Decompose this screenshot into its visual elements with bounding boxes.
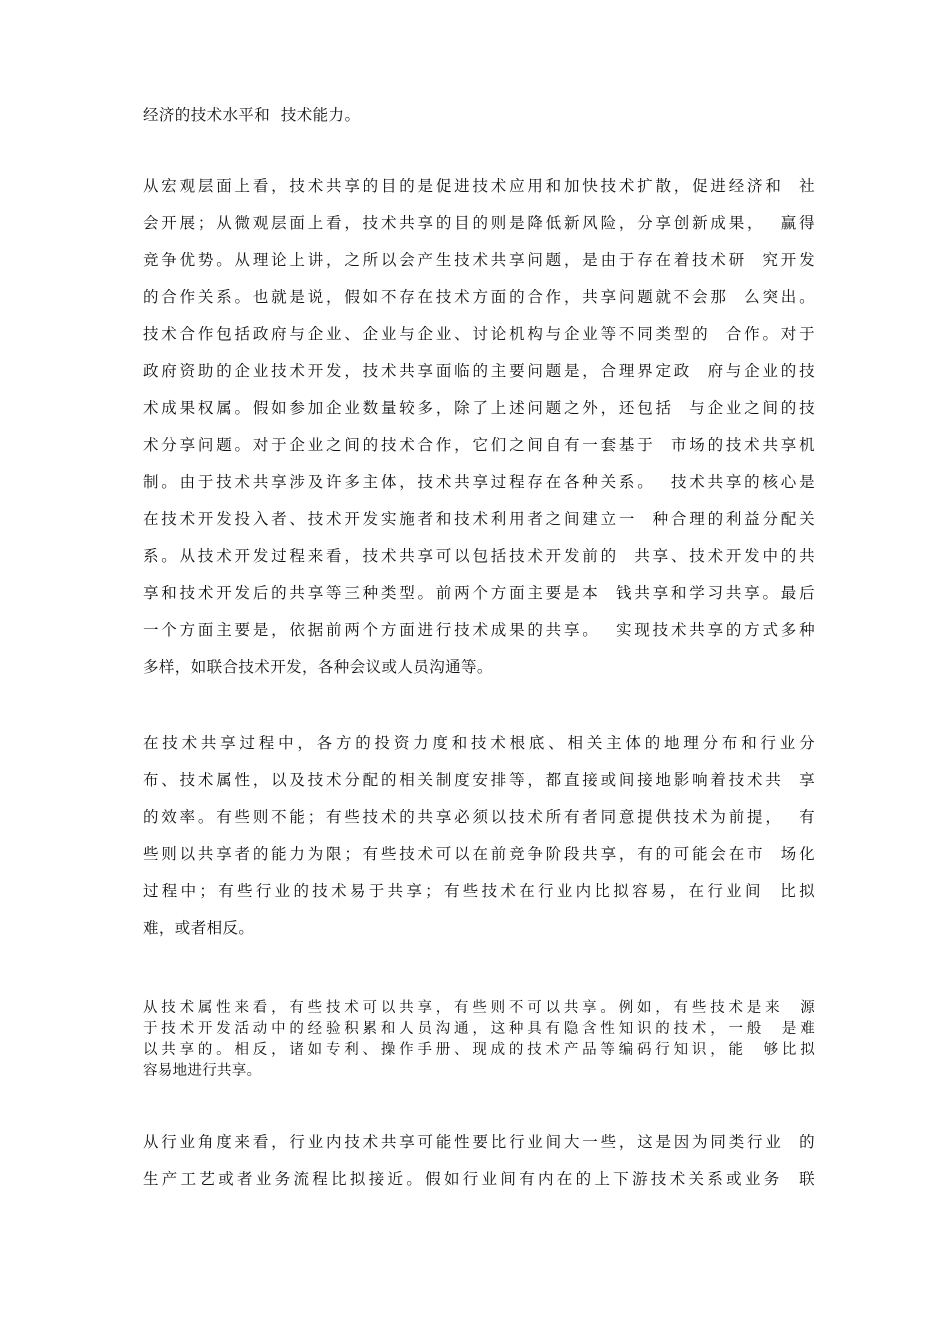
paragraph-3-line: 的效率。有些则不能；有些技术的共享必须以技术所有者同意提供技术为前提， 有 <box>143 808 815 826</box>
paragraph-2-line: 技术合作包括政府与企业、企业与企业、讨论机构与企业等不同类型的 合作。对于 <box>143 325 815 343</box>
paragraph-2-line: 在技术开发投入者、技术开发实施者和技术利用者之间建立一 种合理的利益分配关 <box>143 510 815 528</box>
paragraph-2-line: 一个方面主要是，依据前两个方面进行技术成果的共享。 实现技术共享的方式多种 <box>143 621 815 639</box>
paragraph-1-line: 经济的技术水平和 技术能力。 <box>143 106 361 124</box>
paragraph-3-line: 在技术共享过程中，各方的投资力度和技术根底、相关主体的地理分布和行业分 <box>143 734 815 752</box>
paragraph-2-line: 术成果权属。假如参加企业数量较多，除了上述问题之外，还包括 与企业之间的技 <box>143 399 815 417</box>
paragraph-5-line: 生产工艺或者业务流程比拟接近。假如行业间有内在的上下游技术关系或业务 联 <box>143 1170 815 1188</box>
paragraph-4-line: 容易地进行共享。 <box>143 1063 262 1079</box>
paragraph-3-line: 过程中；有些行业的技术易于共享；有些技术在行业内比拟容易，在行业间 比拟 <box>143 882 815 900</box>
paragraph-3-line: 布、技术属性，以及技术分配的相关制度安排等，都直接或间接地影响着技术共 享 <box>143 771 815 789</box>
paragraph-5-line: 从行业角度来看，行业内技术共享可能性要比行业间大一些，这是因为同类行业 的 <box>143 1133 815 1151</box>
paragraph-2-line: 制。由于技术共享涉及许多主体，技术共享过程存在各种关系。 技术共享的核心是 <box>143 473 815 491</box>
paragraph-2-line: 的合作关系。也就是说，假如不存在技术方面的合作，共享问题就不会那 么突出。 <box>143 288 815 306</box>
paragraph-4-line: 从技术属性来看，有些技术可以共享，有些则不可以共享。例如，有些技术是来 源 <box>143 1000 815 1016</box>
paragraph-2-line: 享和技术开发后的共享等三种类型。前两个方面主要是本 钱共享和学习共享。最后 <box>143 584 815 602</box>
paragraph-2-line: 竞争优势。从理论上讲，之所以会产生技术共享问题，是由于存在着技术研 究开发 <box>143 251 815 269</box>
paragraph-4-line: 于技术开发活动中的经验积累和人员沟通，这种具有隐含性知识的技术，一般 是难 <box>143 1021 815 1037</box>
paragraph-2-line: 政府资助的企业技术开发，技术共享面临的主要问题是，合理界定政 府与企业的技 <box>143 362 815 380</box>
paragraph-2-line: 会开展；从微观层面上看，技术共享的目的则是降低新风险，分享创新成果， 赢得 <box>143 214 815 232</box>
paragraph-4-line: 以共享的。相反，诸如专利、操作手册、现成的技术产品等编码行知识，能 够比拟 <box>143 1042 815 1058</box>
paragraph-2-line: 术分享问题。对于企业之间的技术合作，它们之间自有一套基于 市场的技术共享机 <box>143 436 815 454</box>
paragraph-2-line: 系。从技术开发过程来看，技术共享可以包括技术开发前的 共享、技术开发中的共 <box>143 547 815 565</box>
paragraph-3-line: 些则以共享者的能力为限；有些技术可以在前竞争阶段共享，有的可能会在市 场化 <box>143 845 815 863</box>
paragraph-2-line: 多样，如联合技术开发，各种会议或人员沟通等。 <box>143 658 493 676</box>
paragraph-3-line: 难，或者相反。 <box>143 919 255 937</box>
paragraph-2-line: 从宏观层面上看，技术共享的目的是促进技术应用和加快技术扩散，促进经济和 社 <box>143 177 815 195</box>
